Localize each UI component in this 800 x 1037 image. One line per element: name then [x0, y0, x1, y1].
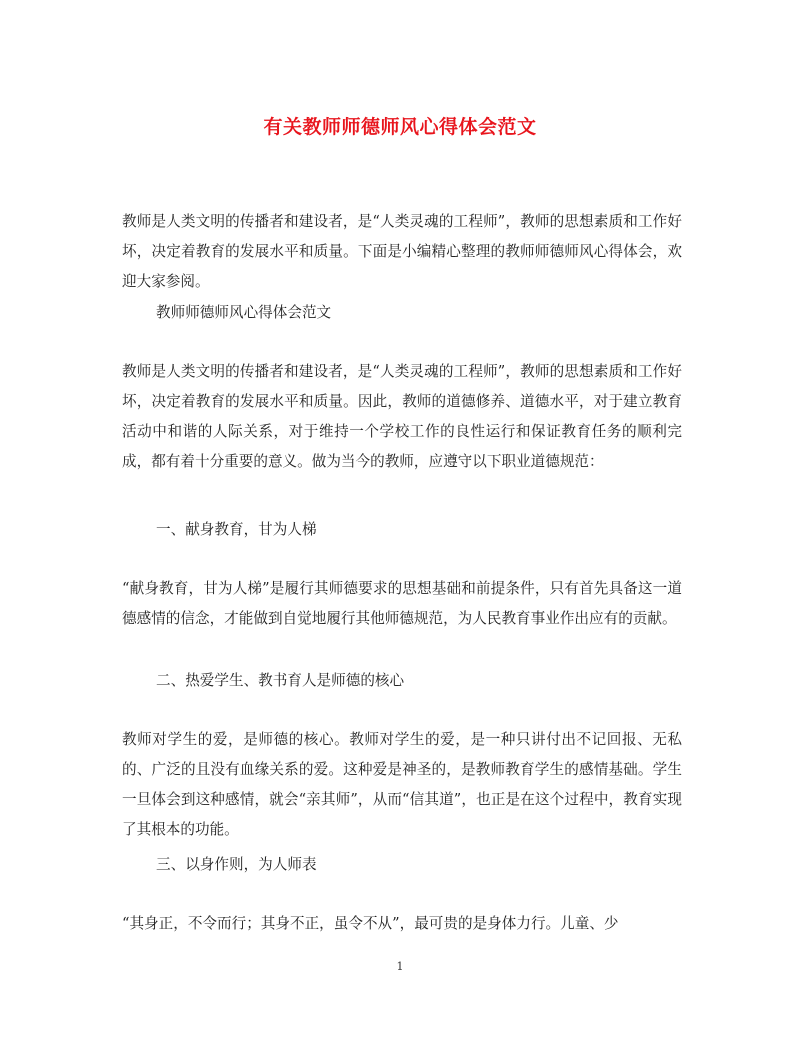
section-heading-2: 二、热爱学生、教书育人是师德的核心 — [156, 672, 405, 689]
page-number: 1 — [396, 960, 404, 973]
section-heading-3: 三、以身作则，为人师表 — [156, 856, 317, 873]
body-paragraph-4: “其身正，不令而行；其身不正，虽令不从”，最可贵的是身体力行。儿童、少 — [122, 915, 619, 932]
body-paragraph-1: 教师是人类文明的传播者和建设者，是“人类灵魂的工程师”，教师的思想素质和工作好坏，决定着教育的发展水平和质量。因此，教师的道德修养、道德水平，对于建立教育活动中和谐的人际关系，对于维持一个学校工作的良性运行和保证教育任务的顺利完成，都有着十分重要的意义。做为当今的教师，应遵守以下职业道德规范： — [122, 363, 682, 470]
body-paragraph-2: “献身教育，甘为人梯”是履行其师德要求的思想基础和前提条件，只有首先具备这一道德感情的信念，才能做到自觉地履行其他师德规范，为人民教育事业作出应有的贡献。 — [122, 580, 682, 627]
document-title: 有关教师师德师风心得体会范文 — [263, 116, 537, 138]
subtitle: 教师师德师风心得体会范文 — [156, 304, 332, 321]
body-paragraph-3: 教师对学生的爱，是师德的核心。教师对学生的爱，是一种只讲付出不记回报、无私的、广泛的且没有血缘关系的爱。这种爱是神圣的，是教师教育学生的感情基础。学生一旦体会到这种感情，就会“亲其师”，从而“信其道”，也正是在这个过程中，教育实现了其根本的功能。 — [122, 731, 682, 838]
section-heading-1: 一、献身教育，甘为人梯 — [156, 521, 317, 538]
intro-paragraph: 教师是人类文明的传播者和建设者，是“人类灵魂的工程师”，教师的思想素质和工作好坏，决定着教育的发展水平和质量。下面是小编精心整理的教师师德师风心得体会，欢迎大家参阅。 — [122, 213, 682, 290]
